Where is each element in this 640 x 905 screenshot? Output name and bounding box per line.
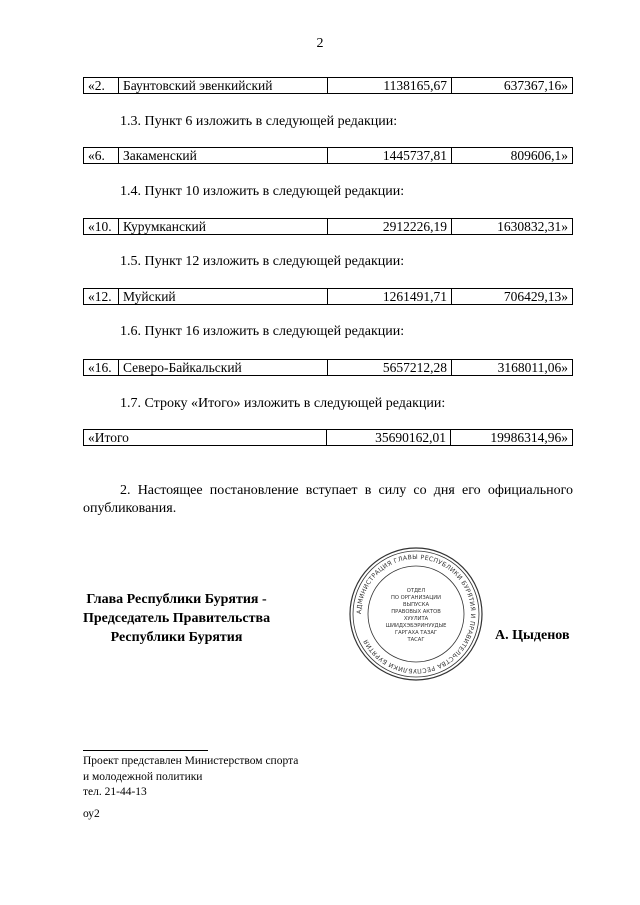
seal-center-line: ГАРГАХА ТАЗАГ	[394, 630, 438, 636]
seal-center-line: ТАСАГ	[407, 637, 425, 643]
row-district: Северо-Байкальский	[119, 360, 328, 376]
table-row	[83, 359, 573, 376]
seal-center-line: ПРАВОВЫХ АКТОВ	[391, 609, 441, 615]
row-value-2: 1630832,31»	[452, 219, 573, 235]
total-value-2: 19986314,96»	[451, 430, 573, 446]
row-value-2: 637367,16»	[452, 78, 573, 94]
table-row	[83, 147, 573, 164]
footnote-divider	[83, 750, 208, 751]
clause-1-7: 1.7. Строку «Итого» изложить в следующей редакции:	[120, 396, 446, 411]
row-value-2: 809606,1»	[452, 148, 573, 164]
signatory-name: А. Цыденов	[495, 628, 570, 643]
seal-center-line: ВЫПУСКА	[402, 602, 430, 608]
row-number: «12.	[84, 289, 119, 305]
clause-1-5: 1.5. Пункт 12 изложить в следующей редакции:	[120, 254, 405, 269]
official-seal-icon	[348, 546, 484, 682]
footnote	[83, 754, 298, 801]
signature-title-line-1: Глава Республики Бурятия -	[86, 592, 267, 607]
document-code: оу2	[83, 808, 100, 820]
signature-title	[83, 590, 270, 647]
row-number: «6.	[84, 148, 119, 164]
signature-title-line-3: Республики Бурятия	[110, 630, 243, 645]
clause-1-3: 1.3. Пункт 6 изложить в следующей редакции:	[120, 114, 398, 129]
row-value-1: 1261491,71	[328, 289, 452, 305]
seal-center-line: ШИИДХЭБЭРИНУУДЫЕ	[385, 623, 447, 629]
footnote-line-2: и молодежной политики	[83, 770, 203, 783]
seal-center-line: ХУУЛИТА	[403, 616, 429, 622]
clause-1-4: 1.4. Пункт 10 изложить в следующей редакции:	[120, 184, 405, 199]
seal-center-line: ОТДЕЛ	[406, 588, 426, 594]
table-row-total	[83, 429, 573, 446]
row-district: Баунтовский эвенкийский	[119, 78, 328, 94]
row-district: Курумканский	[119, 219, 328, 235]
row-district: Закаменский	[119, 148, 328, 164]
seal-ring-text: АДМИНИСТРАЦИЯ ГЛАВЫ РЕСПУБЛИКИ БУРЯТИЯ И ПРАВИТЕЛЬСТВА РЕСПУБЛИКИ БУРЯТИЯ	[355, 553, 477, 675]
footnote-line-3: тел. 21-44-13	[83, 786, 147, 798]
row-value-2: 706429,13»	[452, 289, 573, 305]
table-row	[83, 218, 573, 235]
row-value-1: 1445737,81	[328, 148, 452, 164]
total-value-1: 35690162,01	[327, 430, 451, 446]
signature-title-line-2: Председатель Правительства	[83, 611, 271, 626]
row-district: Муйский	[119, 289, 328, 305]
row-value-1: 1138165,67	[328, 78, 452, 94]
seal-center-line: ПО ОРГАНИЗАЦИИ	[390, 595, 442, 601]
row-number: «2.	[84, 78, 119, 94]
page-number: 2	[316, 36, 324, 51]
row-value-1: 5657212,28	[328, 360, 452, 376]
table-row	[83, 77, 573, 94]
clause-1-6: 1.6. Пункт 16 изложить в следующей редакции:	[120, 324, 405, 339]
final-clause: 2. Настоящее постановление вступает в силу со дня его официального опубликования.	[83, 483, 573, 516]
table-row	[83, 288, 573, 305]
footnote-line-1: Проект представлен Министерством спорта	[83, 755, 299, 767]
row-value-1: 2912226,19	[328, 219, 452, 235]
row-value-2: 3168011,06»	[452, 360, 573, 376]
row-number: «16.	[84, 360, 119, 376]
total-label: «Итого	[84, 430, 327, 446]
row-number: «10.	[84, 219, 119, 235]
